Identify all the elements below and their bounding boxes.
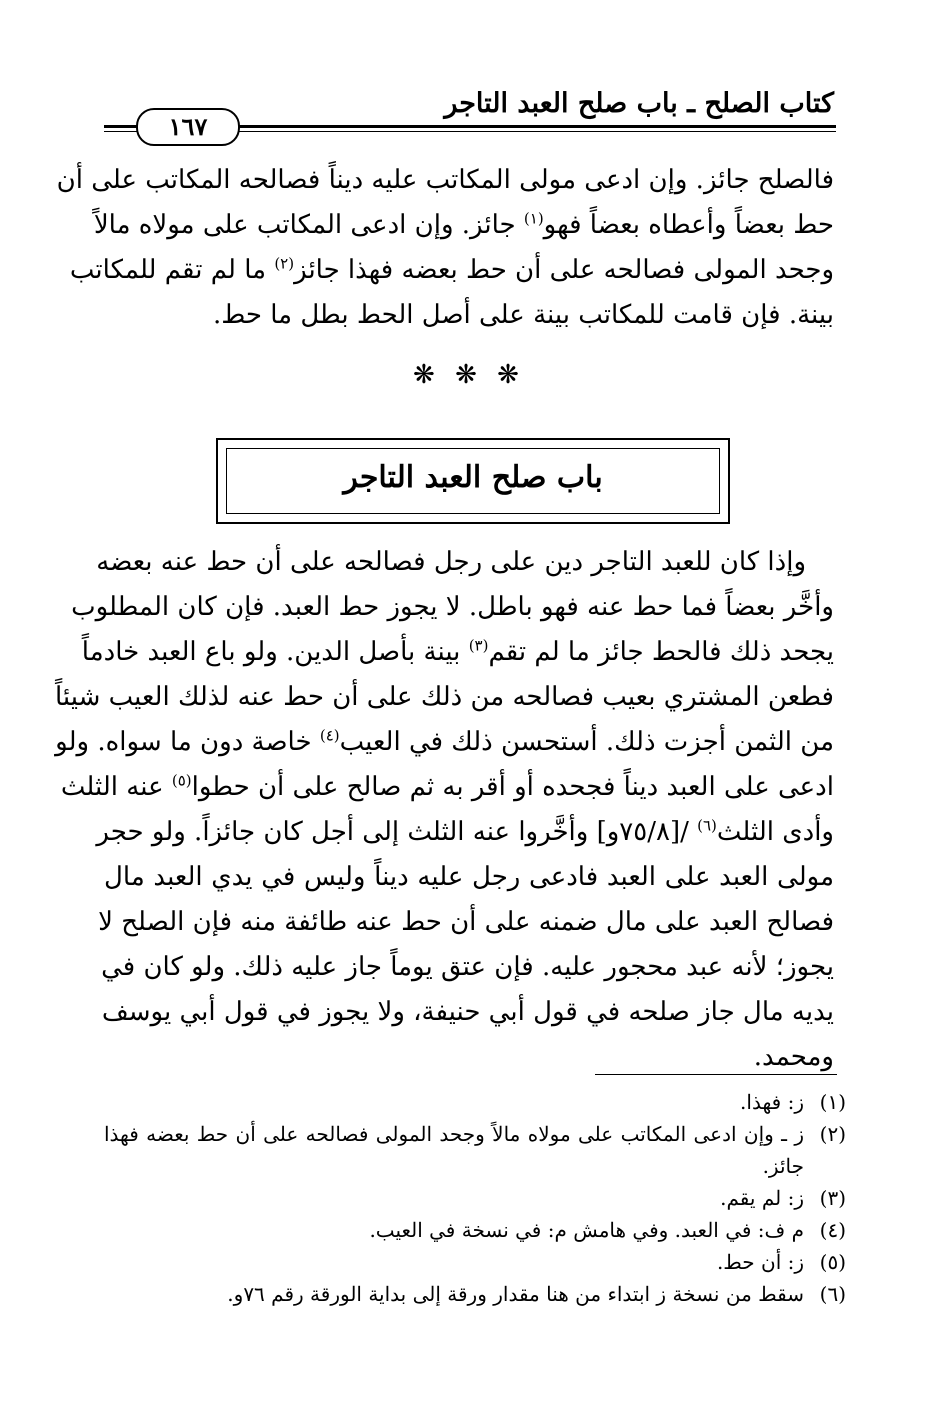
footnote-number: (٣)	[819, 1186, 846, 1210]
text-line: فصالح العبد على مال ضمنه على أن حط عنه طائفة منه فإن الصلح لا	[98, 907, 834, 937]
footnote	[104, 1214, 846, 1246]
text-line: ومحمد.	[753, 1042, 834, 1072]
footnote	[104, 1246, 846, 1278]
footnote	[104, 1086, 846, 1118]
page-number: ١٦٧	[136, 108, 240, 146]
footnote-mark: (٣)	[468, 636, 489, 655]
text-line: ادعى على العبد ديناً فجحده أو أقر به ثم صالح على أن حطوا$^{(٥)}$ عنه الثلث	[60, 771, 834, 802]
text-line: مولى العبد على العبد فادعى رجل عليه ديناً وليس في يدي العبد مال	[104, 862, 834, 892]
footnote-mark: (٦)	[697, 816, 717, 835]
footnote-number: (٥)	[819, 1250, 846, 1274]
footnote	[104, 1278, 846, 1310]
text-line: حط بعضاً وأعطاه بعضاً فهو$^{(١)}$ جائز. وإن ادعى المكاتب على مولاه مالاً	[93, 209, 834, 240]
footnote-text: م ف: في العبد. وفي هامش م: في نسخة في العيب.	[369, 1218, 804, 1242]
text-line: يجحد ذلك فالحط جائز ما لم تقم$^{(٣)}$ بينة بأصل الدين. ولو باع العبد خادماً	[81, 636, 834, 667]
footnote-number: (١)	[819, 1090, 846, 1114]
text-line: يديه مال جاز صلحه في قول أبي حنيفة، ولا يجوز في قول أبي يوسف	[101, 997, 834, 1027]
footnote-number: (٤)	[819, 1218, 846, 1242]
text-line: فطعن المشتري بعيب فصالحه من ذلك على أن حط عنه لذلك العيب شيئاً	[54, 682, 834, 712]
paragraph-1	[56, 158, 834, 338]
text-line: وأدى الثلث$^{(٦)}$ /[٧٥/٨و] وأخَّروا عنه الثلث إلى أجل كان جائزاً. ولو حجر	[96, 816, 834, 847]
section-ornament: ❋ ❋ ❋	[413, 360, 525, 390]
footnote	[104, 1182, 846, 1214]
footnote-text: ز: لم يقم.	[720, 1186, 804, 1210]
footnote-mark: (٥)	[171, 771, 192, 790]
paragraph-2	[54, 540, 834, 1080]
footnote-text: سقط من نسخة ز ابتداء من هنا مقدار ورقة إلى بداية الورقة رقم ٧٦و.	[227, 1282, 804, 1306]
text-line: فالصلح جائز. وإن ادعى مولى المكاتب عليه ديناً فصالحه المكاتب على أن	[56, 165, 834, 195]
chapter-title-frame	[216, 438, 730, 524]
text-line: بينة. فإن قامت للمكاتب بينة على أصل الحط بطل ما حط.	[212, 300, 834, 330]
text-line: وأخَّر بعضاً فما حط عنه فهو باطل. لا يجوز حط العبد. فإن كان المطلوب	[71, 592, 834, 622]
running-head: كتاب الصلح ـ باب صلح العبد التاجر	[444, 88, 834, 119]
footnote-mark: (١)	[523, 209, 544, 228]
footnote-separator	[595, 1074, 837, 1075]
footnote-text: ز: فهذا.	[740, 1090, 804, 1114]
text-line: من الثمن أجزت ذلك. أستحسن ذلك في العيب$^{(٤)}$ خاصة دون ما سواه. ولو	[55, 726, 834, 757]
chapter-title: باب صلح العبد التاجر	[343, 460, 603, 495]
footnote-number: (٦)	[819, 1282, 846, 1306]
text-line: وجحد المولى فصالحه على أن حط بعضه فهذا جائز$^{(٢)}$ ما لم تقم للمكاتب	[69, 254, 834, 285]
footnote-text: ز ـ وإن ادعى المكاتب على مولاه مالاً وجحد المولى فصالحه على أن حط بعضه فهذا جائز.	[104, 1122, 804, 1178]
text-line: يجوز؛ لأنه عبد محجور عليه. فإن عتق يوماً جاز عليه ذلك. ولو كان في	[101, 952, 834, 982]
footnote-number: (٢)	[819, 1122, 846, 1146]
footnote-text: ز: أن حط.	[716, 1250, 804, 1274]
footnote-mark: (٤)	[319, 726, 340, 745]
footnote	[104, 1118, 846, 1182]
text-line: وإذا كان للعبد التاجر دين على رجل فصالحه على أن حط عنه بعضه	[96, 547, 806, 577]
footnotes	[104, 1086, 846, 1310]
footnote-mark: (٢)	[274, 254, 295, 273]
